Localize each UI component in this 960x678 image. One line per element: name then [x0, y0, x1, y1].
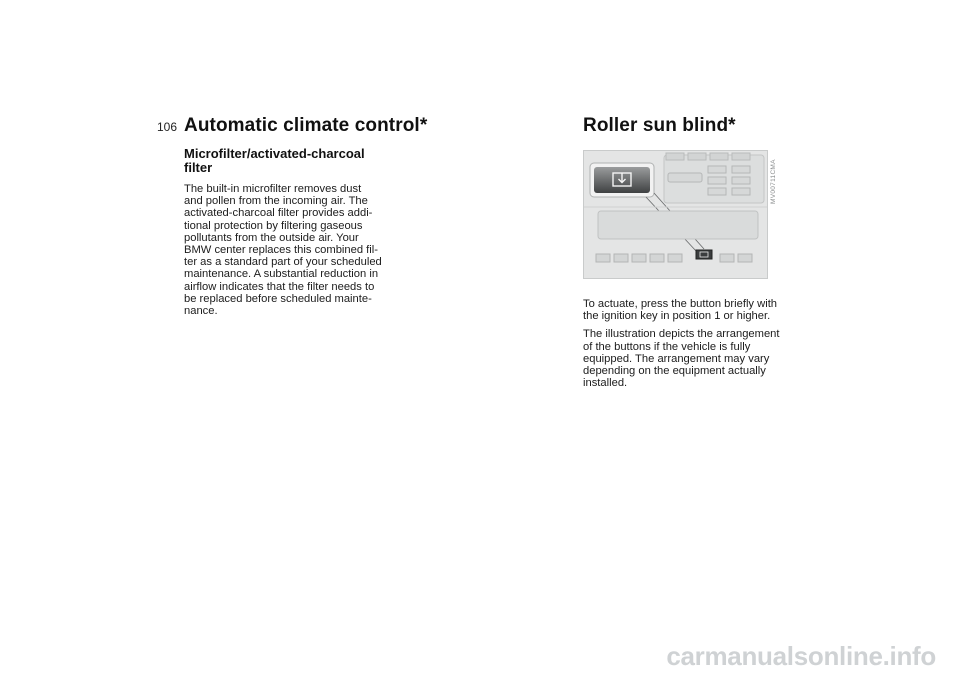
- right-column: [583, 298, 783, 395]
- arrangement-paragraph: The illustration depicts the arrangement of the buttons if the vehicle is fully equipped. The arrangement may vary depending on the equipment actually installed.: [583, 328, 780, 390]
- actuate-paragraph: To actuate, press the button briefly with the ignition key in position 1 or higher.: [583, 298, 778, 323]
- dashboard-console-drawing: [584, 151, 768, 279]
- page-number: 106: [157, 120, 178, 134]
- subheading-microfilter: Microfilter/activated-charcoal filter: [184, 146, 365, 175]
- left-column: [184, 147, 384, 323]
- section-title-roller-sun-blind: Roller sun blind*: [583, 115, 736, 136]
- sun-blind-button-illustration: [583, 150, 768, 279]
- section-title-climate-control: Automatic climate control*: [184, 115, 428, 136]
- microfilter-paragraph: The built-in microfilter removes dust and pollen from the incoming air. The activated-charcoal filter provides addi- tional protection by filtering gaseous pollutants from the outside air. Your BMW center replaces this combined fil- ter as a standard part of your scheduled maintenance. A substantial reduction in airflow indicates that the filter needs to be replaced before scheduled mainte- nance.: [184, 183, 382, 318]
- image-code-label: MV00711CMA: [770, 159, 777, 204]
- watermark-link[interactable]: carmanualsonline.info: [666, 641, 936, 671]
